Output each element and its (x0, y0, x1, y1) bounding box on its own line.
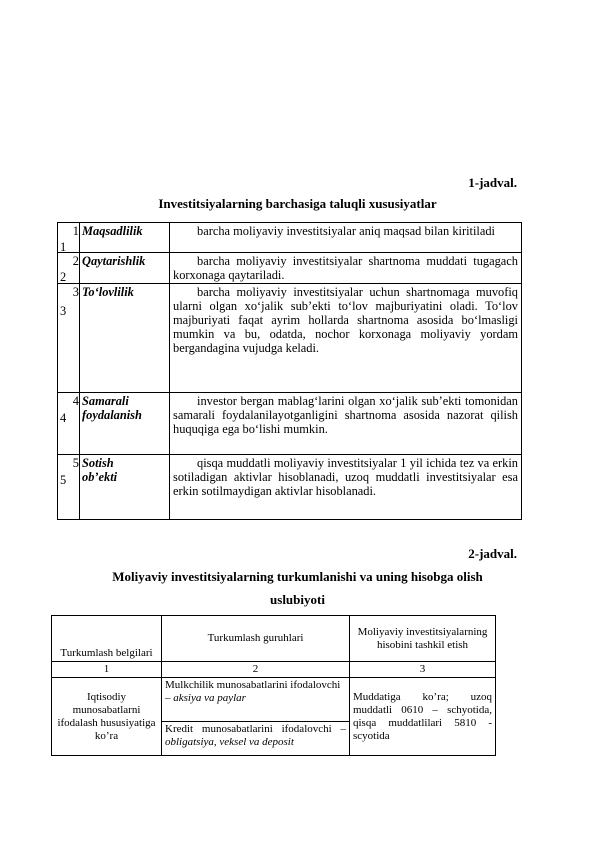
row-number-cell (58, 253, 80, 284)
term-label: Sotish ob’ekti (82, 456, 118, 484)
header-cell: Turkumlash belgilari (52, 616, 162, 662)
description-text: barcha moliyaviy investitsiyalar shartnoma muddati tugagach korxonaga qaytariladi. (173, 254, 518, 282)
description-cell (170, 253, 522, 284)
table-row (52, 678, 496, 722)
column-number: 3 (350, 662, 496, 678)
table1-caption: 1-jadval. (468, 175, 517, 190)
row-number-cell (58, 393, 80, 455)
description-text: barcha moliyaviy investitsiyalar uchun shartnomaga muvofiq ularni olgan xo‘jalik sub’ekti to‘lov majburiyatini oladi. To‘lov majburiyati faqat ayrim hollarda shartnoma asosida bo‘lmasligi mumkin va bu, odatda, nochor korxonaga moliyaviy yordam bergandagina vujudga keladi. (173, 285, 518, 355)
description-cell (170, 393, 522, 455)
row-number-duplicate: 3 (60, 304, 67, 318)
row-number-cell (58, 223, 80, 253)
row-number-duplicate: 2 (60, 270, 67, 284)
table-row (58, 253, 522, 284)
row-number-duplicate: 1 (60, 240, 67, 254)
table2-title-line2: uslubiyoti (270, 592, 325, 607)
term-label: Samarali foydalanish (82, 394, 142, 422)
term-cell (80, 253, 170, 284)
term-label: To‘lovlilik (82, 285, 134, 299)
row-number: 4 (72, 394, 79, 408)
description-cell (170, 223, 522, 253)
term-label: Qaytarishlik (82, 254, 146, 268)
term-cell (80, 393, 170, 455)
description-text: barcha moliyaviy investitsiyalar aniq maqsad bilan kiritiladi (197, 224, 495, 238)
header-cell: Turkumlash guruhlari (162, 616, 350, 662)
row-number: 1 (72, 224, 79, 238)
row-number-cell (58, 284, 80, 393)
term-cell (80, 223, 170, 253)
column-number: 2 (162, 662, 350, 678)
table-row (58, 284, 522, 393)
group-credit-items: obligatsiya, veksel va deposit (165, 736, 294, 748)
row-number: 3 (72, 285, 79, 299)
table2-caption: 2-jadval. (468, 546, 517, 561)
row-number-duplicate: 5 (60, 473, 67, 487)
group-credit-text: Kredit munosabatlarini ifodalovchi – (165, 723, 346, 735)
group-equity (162, 678, 350, 722)
description-text: investor bergan mablag‘larini olgan xo‘jalik sub’ekti tomonidan samarali foydalanilayotganligini shartnoma asosida nazorat qilish huquqiga ega bo‘lishi mumkin. (173, 394, 518, 436)
row-number-duplicate: 4 (60, 411, 67, 425)
header-cell: Moliyaviy investitsiyalarning hisobini tashkil etish (350, 616, 496, 662)
table2-title-line1: Moliyaviy investitsiyalarning turkumlanishi va uning hisobga olish (112, 569, 483, 584)
column-number: 1 (52, 662, 162, 678)
row-number-cell (58, 455, 80, 520)
term-cell (80, 284, 170, 393)
row-number: 2 (72, 254, 79, 268)
group-credit (162, 722, 350, 756)
table-row (58, 455, 522, 520)
accounting-organization: Muddatiga ko’ra; uzoq muddatli 0610 – schyotida, qisqa muddatlilari 5810 - scyotida (350, 678, 496, 756)
classification-table (51, 615, 496, 756)
number-row (52, 662, 496, 678)
row-number: 5 (72, 456, 79, 470)
description-cell (170, 284, 522, 393)
group-equity-text: Mulkchilik munosabatlarini ifodalovchi – (165, 679, 341, 704)
header-row (52, 616, 496, 662)
table-row (58, 393, 522, 455)
table1-title: Investitsiyalarning barchasiga taluqli xususiyatlar (158, 196, 437, 211)
term-label: Maqsadlilik (82, 224, 143, 238)
properties-table (57, 222, 522, 520)
description-text: qisqa muddatli moliyaviy investitsiyalar 1 yil ichida tez va erkin sotiladigan aktivlar hisoblanadi, uzoq muddatli investitsiyalar esa erkin sotilmaydigan aktivlar hisoblanadi. (173, 456, 518, 498)
term-cell (80, 455, 170, 520)
classification-criterion: Iqtisodiy munosabatlarni ifodalash hususiyatiga ko’ra (52, 678, 162, 756)
group-equity-items: aksiya va paylar (173, 692, 246, 704)
table-row (58, 223, 522, 253)
description-cell (170, 455, 522, 520)
